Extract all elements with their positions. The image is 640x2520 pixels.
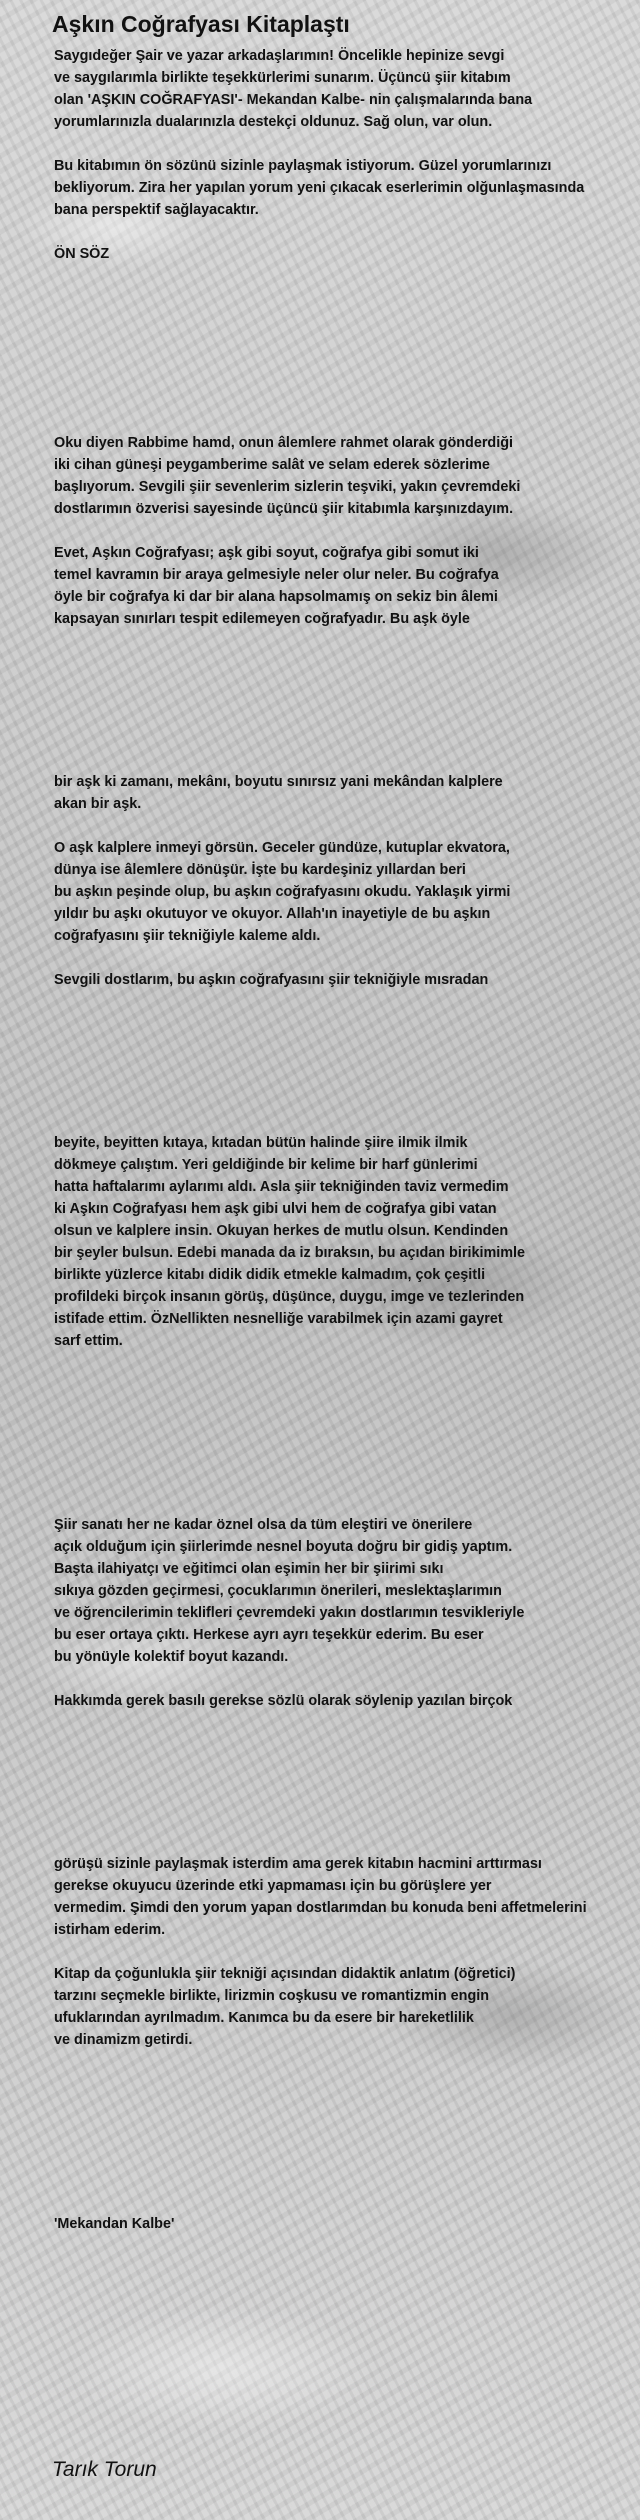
text-line: yorumlarınızla dualarınızla destekçi oldunuz. Sağ olun, var olun. [54,114,493,130]
text-line: bu aşkın peşinde olup, bu aşkın coğrafyasını okudu. Yaklaşık yirmi [54,884,511,900]
text-block-1 [54,45,640,265]
text-line: sıkıya gözden geçirmesi, çocuklarımın önerileri, meslektaşlarımın [54,1583,502,1599]
text-line: istifade ettim. ÖzNellikten nesnelliğe varabilmek için azami gayret [54,1311,503,1327]
text-line: akan bir aşk. [54,796,142,812]
text-line: temel kavramın bir araya gelmesiyle neler olur neler. Bu coğrafya [54,567,499,583]
text-line: olan 'AŞKIN COĞRAFYASI'- Mekandan Kalbe- nin çalışmalarında bana [54,92,533,108]
paragraph-gap [54,133,640,155]
text-line: ÖN SÖZ [54,246,110,262]
text-line: başlıyorum. Sevgili şiir sevenlerim sizlerin teşviki, yakın çevremdeki [54,479,521,495]
text-line: Sevgili dostlarım, bu aşkın coğrafyasını şiir tekniğiyle mısradan [54,972,489,988]
paragraph-gap [54,815,640,837]
text-block-2 [54,432,640,630]
text-line: açık olduğum için şiirlerimde nesnel boyuta doğru bir gidiş yaptım. [54,1539,513,1555]
text-line: Evet, Aşkın Coğrafyası; aşk gibi soyut, coğrafya gibi somut iki [54,545,479,561]
text-line: bu yönüyle kolektif boyut kazandı. [54,1649,289,1665]
text-line: tarzını seçmekle birlikte, lirizmin coşkusu ve romantizmin engin [54,1988,490,2004]
text-line: bu eser ortaya çıktı. Herkese ayrı ayrı teşekkür ederim. Bu eser [54,1627,484,1643]
text-line: dostlarımın özverisi sayesinde üçüncü şiir kitabımla karşınızdayım. [54,501,514,517]
text-line: profildeki birçok insanın görüş, düşünce, duygu, imge ve tezlerinden [54,1289,525,1305]
text-line: ve saygılarımla birlikte teşekkürlerimi sunarım. Üçüncü şiir kitabım [54,70,511,86]
text-line: Kitap da çoğunlukla şiir tekniği açısından didaktik anlatım (öğretici) [54,1966,516,1982]
text-line: coğrafyasını şiir tekniğiyle kaleme aldı. [54,928,321,944]
paragraph-gap [54,221,640,243]
text-line: birlikte yüzlerce kitabı didik didik etmekle kalmadım, çok çeşitli [54,1267,486,1283]
text-line: gerekse okuyucu üzerinde etki yapmaması için bu görüşlere yer [54,1878,492,1894]
text-line: öyle bir coğrafya ki dar bir alana hapsolmamış on sekiz bin âlemi [54,589,498,605]
text-line: ve dinamizm getirdi. [54,2032,193,2048]
text-line: hatta haftalarımı aylarımı aldı. Asla şiir tekniğinden taviz vermedim [54,1179,509,1195]
text-line: olsun ve kalplere insin. Okuyan herkes de mutlu olsun. Kendinden [54,1223,509,1239]
text-line: dünya ise âlemlere dönüşür. İşte bu kardeşiniz yıllardan beri [54,862,466,878]
text-block-4 [54,1132,640,1352]
text-line: O aşk kalplere inmeyi görsün. Geceler gündüze, kutuplar ekvatora, [54,840,510,856]
text-line: Hakkımda gerek basılı gerekse sözlü olarak söylenip yazılan birçok [54,1693,513,1709]
text-line: beyite, beyitten kıtaya, kıtadan bütün halinde şiire ilmik ilmik [54,1135,468,1151]
text-line: ki Aşkın Coğrafyası hem aşk gibi ulvi hem de coğrafya gibi vatan [54,1201,497,1217]
text-line: Başta ilahiyatçı ve eğitimci olan eşimin her bir şiirimi sıkı [54,1561,444,1577]
paragraph-gap [54,947,640,969]
text-line: bekliyorum. Zira her yapılan yorum yeni çıkacak eserlerimin olğunlaşmasında [54,180,585,196]
poem-title: Aşkın Coğrafyası Kitaplaştı [52,11,350,37]
text-line: görüşü sizinle paylaşmak isterdim ama gerek kitabın hacmini arttırması [54,1856,542,1872]
text-line: kapsayan sınırları tespit edilemeyen coğrafyadır. Bu aşk öyle [54,611,470,627]
text-line: bir şeyler bulsun. Edebi manada da iz bıraksın, bu açıdan birikimimle [54,1245,526,1261]
paragraph-gap [54,1668,640,1690]
text-line: dökmeye çalıştım. Yeri geldiğinde bir kelime bir harf günlerimi [54,1157,478,1173]
paragraph-gap [54,520,640,542]
text-line: bir aşk ki zamanı, mekânı, boyutu sınırsız yani mekândan kalplere [54,774,503,790]
text-line: Oku diyen Rabbime hamd, onun âlemlere rahmet olarak gönderdiği [54,435,514,451]
text-line: iki cihan güneşi peygamberime salât ve selam ederek sözlerime [54,457,490,473]
text-line: Bu kitabımın ön sözünü sizinle paylaşmak istiyorum. Güzel yorumlarınızı [54,158,552,174]
text-line: istirham ederim. [54,1922,166,1938]
text-block-6 [54,1853,640,2051]
text-block-3 [54,771,640,991]
text-block-7 [54,2213,640,2235]
text-line: Şiir sanatı her ne kadar öznel olsa da tüm eleştiri ve önerilere [54,1517,473,1533]
text-line: sarf ettim. [54,1333,123,1349]
text-line: yıldır bu aşkı okutuyor ve okuyor. Allah'ın inayetiyle de bu aşkın [54,906,491,922]
author-signature: Tarık Torun [52,2458,157,2481]
paragraph-gap [54,1941,640,1963]
text-line: bana perspektif sağlayacaktır. [54,202,259,218]
text-block-5 [54,1514,640,1712]
text-line: ve öğrencilerimin teklifleri çevremdeki yakın dostlarımın tesvikleriyle [54,1605,525,1621]
text-line: 'Mekandan Kalbe' [54,2216,175,2232]
text-line: ufuklarından ayrılmadım. Kanımca bu da esere bir hareketlilik [54,2010,474,2026]
text-line: Saygıdeğer Şair ve yazar arkadaşlarımın! Öncelikle hepinize sevgi [54,48,505,64]
text-line: vermedim. Şimdi den yorum yapan dostlarımdan bu konuda beni affetmelerini [54,1900,587,1916]
